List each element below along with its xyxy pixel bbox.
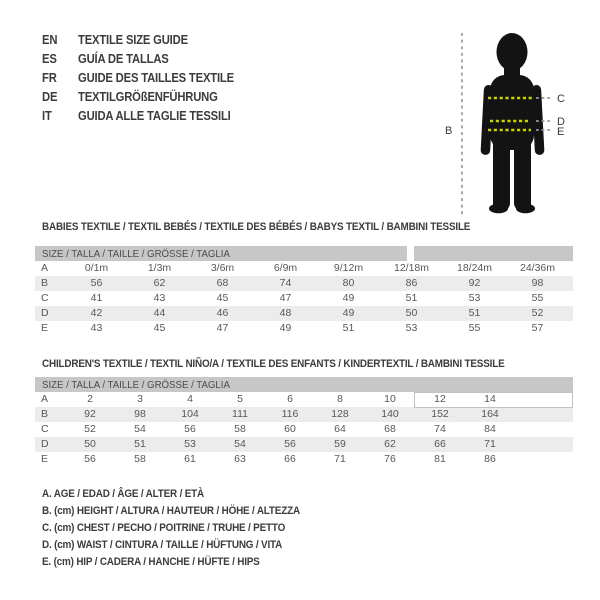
table-row-A (35, 261, 573, 276)
size-value-cell: 86 (484, 453, 496, 465)
child-silhouette-diagram (435, 15, 600, 230)
header-bar-gap (407, 246, 414, 261)
row-label-cell: C (41, 292, 49, 304)
size-value-cell: 49 (279, 322, 292, 334)
table-row-B (35, 407, 573, 422)
lang-code: EN (42, 32, 58, 47)
row-label-cell: A (41, 262, 49, 274)
size-value-cell: 49 (342, 292, 355, 304)
size-value-cell: 42 (90, 307, 103, 319)
measurement-figure (435, 15, 600, 230)
size-value-cell: 8 (337, 393, 343, 405)
lang-code: FR (42, 70, 57, 85)
lang-label: GUIDE DES TAILLES TEXTILE (78, 70, 234, 85)
hip-label: E (557, 126, 565, 138)
size-value-cell: 56 (90, 277, 103, 289)
legend-age: A. AGE / EDAD / ÂGE / ALTER / ETÀ (42, 488, 205, 500)
row-label-cell: A (41, 393, 49, 405)
size-value-cell: 4 (187, 393, 193, 405)
legend-height: B. (cm) HEIGHT / ALTURA / HAUTEUR / HÖHE / ALTEZZA (42, 505, 300, 517)
lang-code: ES (42, 51, 57, 66)
row-label-cell: B (41, 277, 49, 289)
table-row-B (35, 276, 573, 291)
row-label-cell: D (41, 438, 49, 450)
size-value-cell: 50 (84, 438, 96, 450)
size-value-cell: 74 (279, 277, 292, 289)
waist-label: D (557, 116, 565, 128)
size-value-cell: 18/24m (456, 262, 493, 274)
size-header-label: SIZE / TALLA / TAILLE / GRÖSSE / TAGLIA (42, 247, 230, 260)
size-value-cell: 54 (234, 438, 246, 450)
size-value-cell: 51 (468, 307, 481, 319)
babies-table-body (35, 261, 573, 336)
lang-code: IT (42, 108, 52, 123)
size-value-cell: 9/12m (333, 262, 364, 274)
size-value-cell: 55 (531, 292, 544, 304)
row-label-cell: B (41, 408, 49, 420)
language-title-list (42, 30, 255, 125)
size-value-cell: 53 (468, 292, 481, 304)
size-value-cell: 152 (431, 408, 449, 420)
table-row-D (35, 437, 573, 452)
size-value-cell: 116 (281, 408, 299, 420)
row-label-cell: E (41, 322, 49, 334)
size-value-cell: 44 (153, 307, 166, 319)
lang-row-en (42, 30, 234, 49)
size-value-cell: 12/18m (393, 262, 430, 274)
size-value-cell: 62 (153, 277, 166, 289)
size-value-cell: 5 (237, 393, 243, 405)
table-row-D (35, 306, 573, 321)
size-value-cell: 53 (184, 438, 196, 450)
size-value-cell: 104 (181, 408, 199, 420)
size-value-cell: 74 (434, 423, 446, 435)
children-table-body (35, 392, 573, 467)
size-value-cell: 76 (384, 453, 396, 465)
size-value-cell: 64 (334, 423, 346, 435)
size-value-cell: 3/6m (210, 262, 235, 274)
lang-label: GUIDA ALLE TAGLIE TESSILI (78, 108, 231, 123)
size-value-cell: 0/1m (84, 262, 109, 274)
children-size-header-bar (35, 377, 573, 392)
size-value-cell: 51 (342, 322, 355, 334)
babies-size-header-bar (35, 246, 573, 261)
size-value-cell: 43 (153, 292, 166, 304)
size-value-cell: 6/9m (273, 262, 298, 274)
size-value-cell: 61 (184, 453, 196, 465)
size-value-cell: 41 (90, 292, 103, 304)
size-value-cell: 56 (184, 423, 196, 435)
size-value-cell: 43 (90, 322, 103, 334)
size-value-cell: 52 (84, 423, 96, 435)
size-value-cell: 98 (134, 408, 146, 420)
size-value-cell: 84 (484, 423, 496, 435)
legend-waist: D. (cm) WAIST / CINTURA / TAILLE / HÜFTUNG / VITA (42, 539, 283, 551)
children-size-table (35, 377, 573, 467)
lang-row-it (42, 106, 234, 125)
size-value-cell: 98 (531, 277, 544, 289)
size-value-cell: 12 (434, 393, 446, 405)
size-value-cell: 68 (384, 423, 396, 435)
size-value-cell: 86 (405, 277, 418, 289)
size-value-cell: 57 (531, 322, 544, 334)
size-value-cell: 51 (405, 292, 418, 304)
size-header-label: SIZE / TALLA / TAILLE / GRÖSSE / TAGLIA (42, 378, 230, 391)
lang-row-de (42, 87, 234, 106)
size-value-cell: 71 (484, 438, 496, 450)
lang-label: TEXTILGRÖßENFÜHRUNG (78, 89, 218, 104)
children-section-title: CHILDREN'S TEXTILE / TEXTIL NIÑO/A / TEXTILE DES ENFANTS / KINDERTEXTIL / BAMBINI TESSILE (42, 358, 505, 370)
height-label: B (445, 125, 453, 137)
size-value-cell: 62 (384, 438, 396, 450)
size-value-cell: 55 (468, 322, 481, 334)
measurement-legend (42, 488, 329, 573)
size-value-cell: 1/3m (147, 262, 172, 274)
size-value-cell: 56 (284, 438, 296, 450)
size-value-cell: 164 (481, 408, 499, 420)
size-value-cell: 48 (279, 307, 292, 319)
child-silhouette (480, 33, 544, 213)
chest-label: C (557, 93, 565, 105)
row-label-cell: D (41, 307, 49, 319)
size-value-cell: 111 (232, 408, 248, 420)
table-row-C (35, 422, 573, 437)
lang-row-es (42, 49, 234, 68)
size-value-cell: 59 (334, 438, 346, 450)
table-row-C (35, 291, 573, 306)
size-value-cell: 68 (216, 277, 229, 289)
size-value-cell: 24/36m (519, 262, 556, 274)
size-value-cell: 14 (484, 393, 496, 405)
size-value-cell: 58 (234, 423, 246, 435)
lang-row-fr (42, 68, 234, 87)
size-value-cell: 3 (137, 393, 143, 405)
size-value-cell: 50 (405, 307, 418, 319)
row-label-cell: C (41, 423, 49, 435)
size-value-cell: 49 (342, 307, 355, 319)
size-value-cell: 47 (279, 292, 292, 304)
lang-code: DE (42, 89, 58, 104)
size-value-cell: 45 (153, 322, 166, 334)
size-value-cell: 80 (342, 277, 355, 289)
size-value-cell: 53 (405, 322, 418, 334)
size-value-cell: 2 (87, 393, 93, 405)
size-value-cell: 54 (134, 423, 146, 435)
size-value-cell: 60 (284, 423, 296, 435)
row-label-cell: E (41, 453, 49, 465)
size-value-cell: 71 (334, 453, 346, 465)
size-value-cell: 128 (331, 408, 349, 420)
size-value-cell: 92 (84, 408, 96, 420)
babies-section-title: BABIES TEXTILE / TEXTIL BEBÉS / TEXTILE DES BÉBÉS / BABYS TEXTIL / BAMBINI TESSILE (42, 221, 471, 233)
size-value-cell: 63 (234, 453, 246, 465)
size-value-cell: 6 (287, 393, 293, 405)
lang-label: GUÍA DE TALLAS (78, 51, 169, 66)
size-value-cell: 10 (384, 393, 396, 405)
size-value-cell: 51 (134, 438, 146, 450)
size-value-cell: 56 (84, 453, 96, 465)
table-row-A (35, 392, 573, 407)
size-value-cell: 140 (381, 408, 399, 420)
size-value-cell: 66 (434, 438, 446, 450)
size-value-cell: 46 (216, 307, 229, 319)
babies-size-table (35, 246, 573, 336)
legend-hip: E. (cm) HIP / CADERA / HANCHE / HÜFTE / HIPS (42, 556, 260, 568)
size-value-cell: 52 (531, 307, 544, 319)
size-value-cell: 92 (468, 277, 481, 289)
table-row-E (35, 321, 573, 336)
legend-chest: C. (cm) CHEST / PECHO / POITRINE / TRUHE / PETTO (42, 522, 286, 534)
size-value-cell: 66 (284, 453, 296, 465)
size-value-cell: 58 (134, 453, 146, 465)
size-value-cell: 45 (216, 292, 229, 304)
table-row-E (35, 452, 573, 467)
size-value-cell: 81 (434, 453, 446, 465)
lang-label: TEXTILE SIZE GUIDE (78, 32, 188, 47)
size-value-cell: 47 (216, 322, 229, 334)
